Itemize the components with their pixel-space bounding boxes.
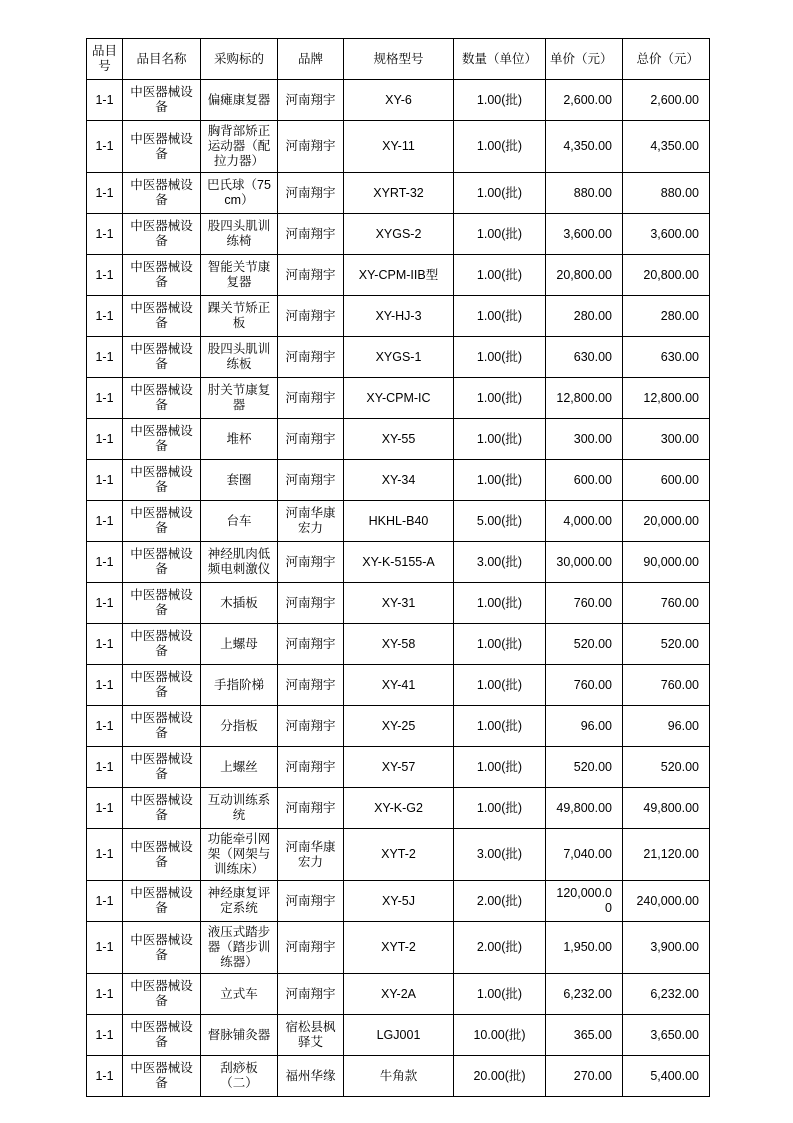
cell-item-name: 中医器械设备	[123, 922, 201, 974]
cell-unit-price: 300.00	[546, 419, 623, 460]
cell-qty: 3.00(批)	[454, 829, 546, 881]
cell-unit-price: 4,350.00	[546, 121, 623, 173]
cell-total-price: 49,800.00	[623, 788, 710, 829]
cell-brand: 河南翔宇	[278, 974, 344, 1015]
cell-brand: 河南翔宇	[278, 378, 344, 419]
cell-item-no: 1-1	[87, 665, 123, 706]
cell-model: XY-HJ-3	[344, 296, 454, 337]
table-row	[87, 665, 710, 706]
cell-unit-price: 365.00	[546, 1015, 623, 1056]
table-row	[87, 706, 710, 747]
cell-target: 神经肌肉低频电刺激仪	[201, 542, 278, 583]
cell-qty: 1.00(批)	[454, 460, 546, 501]
col-header-model: 规格型号	[344, 39, 454, 80]
cell-unit-price: 49,800.00	[546, 788, 623, 829]
cell-target: 刮痧板（二）	[201, 1056, 278, 1097]
cell-brand: 河南翔宇	[278, 460, 344, 501]
cell-item-no: 1-1	[87, 1056, 123, 1097]
procurement-items-table	[86, 38, 710, 1097]
cell-item-name: 中医器械设备	[123, 665, 201, 706]
cell-qty: 10.00(批)	[454, 1015, 546, 1056]
cell-unit-price: 600.00	[546, 460, 623, 501]
cell-total-price: 3,900.00	[623, 922, 710, 974]
cell-item-name: 中医器械设备	[123, 255, 201, 296]
cell-qty: 1.00(批)	[454, 665, 546, 706]
cell-brand: 福州华缘	[278, 1056, 344, 1097]
cell-target: 台车	[201, 501, 278, 542]
cell-qty: 3.00(批)	[454, 542, 546, 583]
table-row	[87, 583, 710, 624]
cell-model: XY-CPM-IC	[344, 378, 454, 419]
cell-total-price: 2,600.00	[623, 80, 710, 121]
cell-unit-price: 520.00	[546, 747, 623, 788]
cell-model: HKHL-B40	[344, 501, 454, 542]
cell-model: XYGS-1	[344, 337, 454, 378]
table-row	[87, 624, 710, 665]
cell-unit-price: 630.00	[546, 337, 623, 378]
cell-target: 胸背部矫正运动器（配拉力器）	[201, 121, 278, 173]
cell-model: XYT-2	[344, 922, 454, 974]
cell-model: XY-5J	[344, 881, 454, 922]
cell-item-no: 1-1	[87, 747, 123, 788]
cell-qty: 1.00(批)	[454, 214, 546, 255]
cell-qty: 1.00(批)	[454, 624, 546, 665]
cell-qty: 1.00(批)	[454, 419, 546, 460]
cell-brand: 河南翔宇	[278, 80, 344, 121]
cell-item-no: 1-1	[87, 337, 123, 378]
cell-item-no: 1-1	[87, 706, 123, 747]
cell-qty: 1.00(批)	[454, 706, 546, 747]
cell-total-price: 5,400.00	[623, 1056, 710, 1097]
cell-model: XY-57	[344, 747, 454, 788]
cell-item-name: 中医器械设备	[123, 788, 201, 829]
cell-model: XY-6	[344, 80, 454, 121]
cell-brand: 宿松县枫驿艾	[278, 1015, 344, 1056]
table-row	[87, 173, 710, 214]
cell-qty: 1.00(批)	[454, 583, 546, 624]
cell-model: XY-K-5155-A	[344, 542, 454, 583]
cell-total-price: 4,350.00	[623, 121, 710, 173]
cell-qty: 1.00(批)	[454, 788, 546, 829]
cell-unit-price: 280.00	[546, 296, 623, 337]
cell-item-no: 1-1	[87, 624, 123, 665]
cell-qty: 1.00(批)	[454, 747, 546, 788]
cell-item-name: 中医器械设备	[123, 296, 201, 337]
cell-target: 功能牵引网架（网架与训练床）	[201, 829, 278, 881]
cell-item-name: 中医器械设备	[123, 121, 201, 173]
col-header-item-no: 品目号	[87, 39, 123, 80]
cell-model: XY-34	[344, 460, 454, 501]
cell-brand: 河南翔宇	[278, 542, 344, 583]
cell-item-no: 1-1	[87, 974, 123, 1015]
cell-qty: 1.00(批)	[454, 296, 546, 337]
table-row	[87, 378, 710, 419]
cell-model: XY-2A	[344, 974, 454, 1015]
table-row	[87, 922, 710, 974]
cell-brand: 河南翔宇	[278, 337, 344, 378]
cell-model: XY-K-G2	[344, 788, 454, 829]
cell-total-price: 6,232.00	[623, 974, 710, 1015]
table-body	[87, 80, 710, 1097]
cell-target: 智能关节康复器	[201, 255, 278, 296]
cell-target: 巴氏球（75cm）	[201, 173, 278, 214]
table-row	[87, 296, 710, 337]
cell-brand: 河南翔宇	[278, 706, 344, 747]
cell-item-name: 中医器械设备	[123, 378, 201, 419]
cell-total-price: 280.00	[623, 296, 710, 337]
cell-item-no: 1-1	[87, 121, 123, 173]
table-row	[87, 542, 710, 583]
cell-unit-price: 20,800.00	[546, 255, 623, 296]
table-row	[87, 788, 710, 829]
table-row	[87, 501, 710, 542]
cell-brand: 河南华康宏力	[278, 501, 344, 542]
col-header-item-name: 品目名称	[123, 39, 201, 80]
cell-item-name: 中医器械设备	[123, 542, 201, 583]
cell-unit-price: 4,000.00	[546, 501, 623, 542]
cell-total-price: 520.00	[623, 747, 710, 788]
cell-total-price: 90,000.00	[623, 542, 710, 583]
cell-unit-price: 7,040.00	[546, 829, 623, 881]
col-header-unit-price: 单价（元）	[546, 39, 623, 80]
cell-item-name: 中医器械设备	[123, 501, 201, 542]
cell-target: 踝关节矫正板	[201, 296, 278, 337]
cell-item-no: 1-1	[87, 922, 123, 974]
table-row	[87, 1056, 710, 1097]
cell-model: XYRT-32	[344, 173, 454, 214]
cell-unit-price: 3,600.00	[546, 214, 623, 255]
cell-total-price: 21,120.00	[623, 829, 710, 881]
cell-brand: 河南翔宇	[278, 922, 344, 974]
table-row	[87, 460, 710, 501]
cell-model: 牛角款	[344, 1056, 454, 1097]
cell-model: XY-31	[344, 583, 454, 624]
cell-total-price: 3,600.00	[623, 214, 710, 255]
cell-target: 液压式踏步器（踏步训练器）	[201, 922, 278, 974]
cell-item-name: 中医器械设备	[123, 583, 201, 624]
cell-qty: 1.00(批)	[454, 173, 546, 214]
cell-total-price: 760.00	[623, 665, 710, 706]
cell-qty: 2.00(批)	[454, 881, 546, 922]
cell-target: 股四头肌训练椅	[201, 214, 278, 255]
cell-item-name: 中医器械设备	[123, 829, 201, 881]
cell-target: 上螺母	[201, 624, 278, 665]
cell-item-no: 1-1	[87, 419, 123, 460]
cell-item-no: 1-1	[87, 296, 123, 337]
cell-item-no: 1-1	[87, 881, 123, 922]
cell-model: XY-11	[344, 121, 454, 173]
cell-item-no: 1-1	[87, 583, 123, 624]
cell-item-no: 1-1	[87, 214, 123, 255]
table-row	[87, 974, 710, 1015]
cell-item-name: 中医器械设备	[123, 337, 201, 378]
col-header-target: 采购标的	[201, 39, 278, 80]
cell-item-no: 1-1	[87, 460, 123, 501]
cell-item-name: 中医器械设备	[123, 1015, 201, 1056]
cell-item-no: 1-1	[87, 80, 123, 121]
cell-unit-price: 760.00	[546, 665, 623, 706]
cell-qty: 20.00(批)	[454, 1056, 546, 1097]
cell-brand: 河南翔宇	[278, 173, 344, 214]
col-header-qty: 数量（单位）	[454, 39, 546, 80]
cell-item-name: 中医器械设备	[123, 974, 201, 1015]
cell-brand: 河南华康宏力	[278, 829, 344, 881]
cell-total-price: 880.00	[623, 173, 710, 214]
cell-model: XY-58	[344, 624, 454, 665]
cell-target: 偏瘫康复器	[201, 80, 278, 121]
cell-total-price: 240,000.00	[623, 881, 710, 922]
cell-total-price: 12,800.00	[623, 378, 710, 419]
cell-qty: 1.00(批)	[454, 121, 546, 173]
cell-item-no: 1-1	[87, 829, 123, 881]
cell-target: 督脉铺灸器	[201, 1015, 278, 1056]
cell-item-name: 中医器械设备	[123, 173, 201, 214]
cell-target: 立式车	[201, 974, 278, 1015]
cell-unit-price: 880.00	[546, 173, 623, 214]
cell-qty: 5.00(批)	[454, 501, 546, 542]
cell-target: 堆杯	[201, 419, 278, 460]
cell-model: XYGS-2	[344, 214, 454, 255]
cell-model: XY-CPM-IIB型	[344, 255, 454, 296]
cell-target: 上螺丝	[201, 747, 278, 788]
cell-brand: 河南翔宇	[278, 255, 344, 296]
cell-model: XY-41	[344, 665, 454, 706]
cell-target: 木插板	[201, 583, 278, 624]
cell-item-name: 中医器械设备	[123, 419, 201, 460]
cell-total-price: 20,000.00	[623, 501, 710, 542]
cell-total-price: 630.00	[623, 337, 710, 378]
cell-brand: 河南翔宇	[278, 747, 344, 788]
cell-item-no: 1-1	[87, 255, 123, 296]
cell-item-no: 1-1	[87, 378, 123, 419]
cell-model: LGJ001	[344, 1015, 454, 1056]
cell-unit-price: 30,000.00	[546, 542, 623, 583]
cell-item-name: 中医器械设备	[123, 214, 201, 255]
cell-target: 分指板	[201, 706, 278, 747]
cell-item-name: 中医器械设备	[123, 624, 201, 665]
table-row	[87, 121, 710, 173]
cell-target: 套圈	[201, 460, 278, 501]
cell-qty: 1.00(批)	[454, 255, 546, 296]
cell-brand: 河南翔宇	[278, 665, 344, 706]
table-row	[87, 1015, 710, 1056]
cell-total-price: 20,800.00	[623, 255, 710, 296]
cell-brand: 河南翔宇	[278, 583, 344, 624]
cell-model: XY-25	[344, 706, 454, 747]
table-header-row	[87, 39, 710, 80]
cell-total-price: 300.00	[623, 419, 710, 460]
cell-total-price: 3,650.00	[623, 1015, 710, 1056]
cell-brand: 河南翔宇	[278, 788, 344, 829]
cell-model: XY-55	[344, 419, 454, 460]
cell-item-name: 中医器械设备	[123, 747, 201, 788]
cell-unit-price: 760.00	[546, 583, 623, 624]
cell-brand: 河南翔宇	[278, 214, 344, 255]
table-row	[87, 214, 710, 255]
table-row	[87, 337, 710, 378]
cell-brand: 河南翔宇	[278, 121, 344, 173]
cell-unit-price: 96.00	[546, 706, 623, 747]
table-row	[87, 829, 710, 881]
cell-brand: 河南翔宇	[278, 881, 344, 922]
cell-qty: 1.00(批)	[454, 337, 546, 378]
cell-item-no: 1-1	[87, 501, 123, 542]
cell-qty: 2.00(批)	[454, 922, 546, 974]
cell-brand: 河南翔宇	[278, 419, 344, 460]
col-header-brand: 品牌	[278, 39, 344, 80]
cell-target: 互动训练系统	[201, 788, 278, 829]
cell-item-no: 1-1	[87, 173, 123, 214]
cell-total-price: 520.00	[623, 624, 710, 665]
cell-item-name: 中医器械设备	[123, 460, 201, 501]
table-row	[87, 881, 710, 922]
cell-item-no: 1-1	[87, 788, 123, 829]
cell-qty: 1.00(批)	[454, 974, 546, 1015]
cell-unit-price: 270.00	[546, 1056, 623, 1097]
cell-total-price: 96.00	[623, 706, 710, 747]
cell-unit-price: 1,950.00	[546, 922, 623, 974]
cell-item-no: 1-1	[87, 542, 123, 583]
cell-unit-price: 120,000.00	[546, 881, 623, 922]
cell-model: XYT-2	[344, 829, 454, 881]
cell-unit-price: 12,800.00	[546, 378, 623, 419]
table-row	[87, 419, 710, 460]
cell-unit-price: 2,600.00	[546, 80, 623, 121]
cell-unit-price: 6,232.00	[546, 974, 623, 1015]
table-row	[87, 80, 710, 121]
cell-item-name: 中医器械设备	[123, 881, 201, 922]
cell-unit-price: 520.00	[546, 624, 623, 665]
cell-target: 手指阶梯	[201, 665, 278, 706]
cell-qty: 1.00(批)	[454, 80, 546, 121]
table-row	[87, 747, 710, 788]
col-header-total-price: 总价（元）	[623, 39, 710, 80]
cell-target: 肘关节康复器	[201, 378, 278, 419]
table-row	[87, 255, 710, 296]
cell-item-no: 1-1	[87, 1015, 123, 1056]
cell-qty: 1.00(批)	[454, 378, 546, 419]
cell-item-name: 中医器械设备	[123, 80, 201, 121]
cell-brand: 河南翔宇	[278, 624, 344, 665]
cell-item-name: 中医器械设备	[123, 706, 201, 747]
cell-total-price: 600.00	[623, 460, 710, 501]
cell-brand: 河南翔宇	[278, 296, 344, 337]
cell-total-price: 760.00	[623, 583, 710, 624]
cell-target: 股四头肌训练板	[201, 337, 278, 378]
cell-item-name: 中医器械设备	[123, 1056, 201, 1097]
cell-target: 神经康复评定系统	[201, 881, 278, 922]
